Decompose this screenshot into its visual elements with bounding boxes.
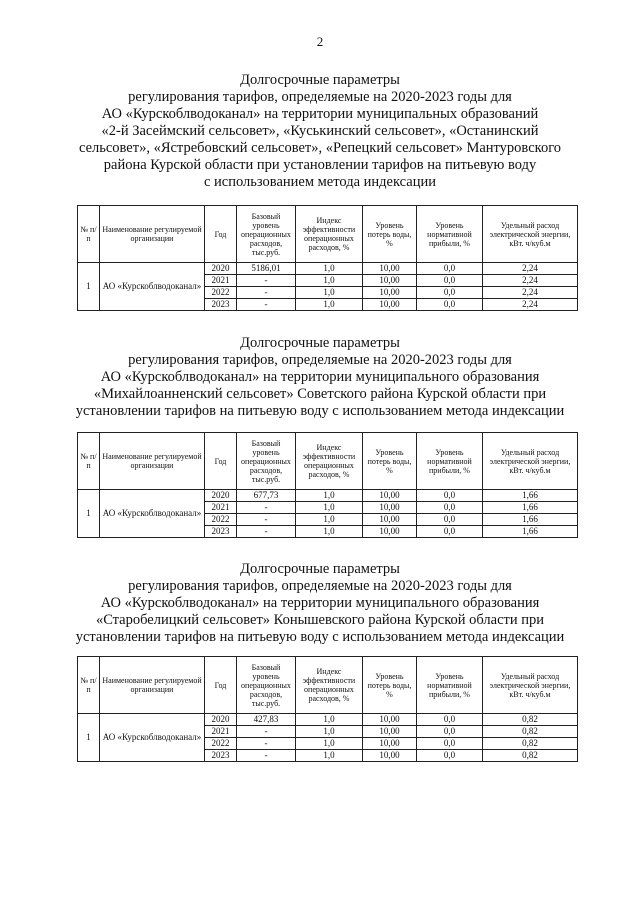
organization-name: АО «Курскоблводоканал»: [100, 490, 205, 538]
heading-line: «2-й Засеймский сельсовет», «Куськинский сельсовет», «Останинский: [101, 123, 539, 139]
cell-index: 1,0: [296, 750, 363, 762]
cell-profit: 0,0: [417, 714, 483, 726]
column-header-org: Наименование регулируемой организации: [100, 657, 205, 714]
cell-energy: 1,66: [483, 526, 578, 538]
cell-losses: 10,00: [363, 299, 417, 311]
cell-losses: 10,00: [363, 287, 417, 299]
column-header-num: № п/п: [78, 657, 100, 714]
cell-year: 2022: [205, 738, 237, 750]
cell-base: 677,73: [237, 490, 296, 502]
heading-line: установлении тарифов на питьевую воду с использованием метода индексации: [75, 403, 565, 419]
cell-base: -: [237, 738, 296, 750]
column-header-base: Базовый уровень операционных расходов, тыс.руб.: [237, 657, 296, 714]
heading-line: АО «Курскоблводоканал» на территории муниципальных образований: [101, 106, 539, 122]
row-number: 1: [78, 714, 100, 762]
cell-year: 2023: [205, 299, 237, 311]
cell-year: 2022: [205, 287, 237, 299]
section-heading: [0, 72, 640, 191]
cell-energy: 1,66: [483, 514, 578, 526]
cell-profit: 0,0: [417, 726, 483, 738]
cell-index: 1,0: [296, 502, 363, 514]
cell-year: 2021: [205, 275, 237, 287]
cell-index: 1,0: [296, 490, 363, 502]
cell-index: 1,0: [296, 275, 363, 287]
cell-energy: 0,82: [483, 750, 578, 762]
cell-base: 427,83: [237, 714, 296, 726]
column-header-num: № п/п: [78, 433, 100, 490]
cell-profit: 0,0: [417, 514, 483, 526]
table-header-row: [78, 206, 578, 263]
table-row: [78, 490, 578, 502]
tariff-table: [77, 656, 578, 762]
column-header-profit: Уровень нормативной прибыли, %: [417, 433, 483, 490]
section-3: [0, 561, 640, 762]
cell-energy: 1,66: [483, 502, 578, 514]
cell-profit: 0,0: [417, 526, 483, 538]
section-1: [0, 72, 640, 311]
cell-losses: 10,00: [363, 502, 417, 514]
column-header-year: Год: [205, 433, 237, 490]
section-heading: [0, 335, 640, 420]
heading-line: установлении тарифов на питьевую воду с использованием метода индексации: [75, 629, 565, 645]
heading-line: регулирования тарифов, определяемые на 2020-2023 годы для: [128, 89, 512, 105]
cell-energy: 1,66: [483, 490, 578, 502]
table-row: [78, 263, 578, 275]
column-header-profit: Уровень нормативной прибыли, %: [417, 206, 483, 263]
table-header-row: [78, 433, 578, 490]
section-heading: [0, 561, 640, 646]
tariff-table: [77, 205, 578, 311]
heading-line: сельсовет», «Ястребовский сельсовет», «Репецкий сельсовет» Мантуровского: [78, 140, 562, 156]
cell-index: 1,0: [296, 263, 363, 275]
column-header-energy: Удельный расход электрической энергии, кВт. ч/куб.м: [483, 433, 578, 490]
cell-year: 2020: [205, 490, 237, 502]
tariff-table: [77, 432, 578, 538]
organization-name: АО «Курскоблводоканал»: [100, 263, 205, 311]
cell-base: -: [237, 726, 296, 738]
cell-index: 1,0: [296, 287, 363, 299]
cell-year: 2022: [205, 514, 237, 526]
column-header-org: Наименование регулируемой организации: [100, 206, 205, 263]
row-number: 1: [78, 490, 100, 538]
cell-base: -: [237, 526, 296, 538]
column-header-base: Базовый уровень операционных расходов, тыс.руб.: [237, 206, 296, 263]
cell-losses: 10,00: [363, 490, 417, 502]
heading-line: АО «Курскоблводоканал» на территории муниципального образования: [100, 369, 540, 385]
cell-year: 2023: [205, 526, 237, 538]
cell-energy: 0,82: [483, 738, 578, 750]
cell-losses: 10,00: [363, 526, 417, 538]
cell-base: -: [237, 750, 296, 762]
column-header-losses: Уровень потерь воды, %: [363, 206, 417, 263]
cell-energy: 2,24: [483, 263, 578, 275]
heading-line: «Старобелицкий сельсовет» Конышевского района Курской области при: [95, 612, 545, 628]
cell-index: 1,0: [296, 738, 363, 750]
table-row: [78, 714, 578, 726]
cell-index: 1,0: [296, 726, 363, 738]
cell-energy: 2,24: [483, 287, 578, 299]
cell-losses: 10,00: [363, 726, 417, 738]
cell-profit: 0,0: [417, 738, 483, 750]
heading-line: «Михайлоанненский сельсовет» Советского района Курской области при: [93, 386, 547, 402]
column-header-year: Год: [205, 206, 237, 263]
cell-year: 2020: [205, 714, 237, 726]
section-2: [0, 335, 640, 538]
cell-profit: 0,0: [417, 287, 483, 299]
cell-losses: 10,00: [363, 750, 417, 762]
table-header-row: [78, 657, 578, 714]
cell-energy: 2,24: [483, 299, 578, 311]
page-number: 2: [316, 34, 324, 49]
cell-index: 1,0: [296, 526, 363, 538]
column-header-index: Индекс эффективности операционных расходов, %: [296, 433, 363, 490]
cell-profit: 0,0: [417, 750, 483, 762]
column-header-losses: Уровень потерь воды, %: [363, 657, 417, 714]
heading-line: Долгосрочные параметры: [240, 72, 400, 88]
heading-line: с использованием метода индексации: [203, 174, 437, 190]
cell-base: 5186,01: [237, 263, 296, 275]
heading-line: района Курской области при установлении тарифов на питьевую воду: [103, 157, 537, 173]
column-header-index: Индекс эффективности операционных расходов, %: [296, 657, 363, 714]
column-header-profit: Уровень нормативной прибыли, %: [417, 657, 483, 714]
column-header-index: Индекс эффективности операционных расходов, %: [296, 206, 363, 263]
column-header-losses: Уровень потерь воды, %: [363, 433, 417, 490]
heading-line: регулирования тарифов, определяемые на 2020-2023 годы для: [128, 578, 512, 594]
cell-energy: 2,24: [483, 275, 578, 287]
cell-losses: 10,00: [363, 714, 417, 726]
cell-year: 2021: [205, 726, 237, 738]
cell-base: -: [237, 299, 296, 311]
column-header-year: Год: [205, 657, 237, 714]
cell-losses: 10,00: [363, 738, 417, 750]
heading-line: Долгосрочные параметры: [240, 335, 400, 351]
cell-energy: 0,82: [483, 714, 578, 726]
row-number: 1: [78, 263, 100, 311]
cell-losses: 10,00: [363, 275, 417, 287]
organization-name: АО «Курскоблводоканал»: [100, 714, 205, 762]
cell-year: 2021: [205, 502, 237, 514]
column-header-num: № п/п: [78, 206, 100, 263]
column-header-energy: Удельный расход электрической энергии, кВт. ч/куб.м: [483, 206, 578, 263]
cell-profit: 0,0: [417, 275, 483, 287]
cell-index: 1,0: [296, 714, 363, 726]
heading-line: Долгосрочные параметры: [240, 561, 400, 577]
heading-line: регулирования тарифов, определяемые на 2020-2023 годы для: [128, 352, 512, 368]
cell-base: -: [237, 287, 296, 299]
cell-base: -: [237, 514, 296, 526]
cell-index: 1,0: [296, 299, 363, 311]
cell-profit: 0,0: [417, 299, 483, 311]
cell-base: -: [237, 502, 296, 514]
column-header-energy: Удельный расход электрической энергии, кВт. ч/куб.м: [483, 657, 578, 714]
column-header-org: Наименование регулируемой организации: [100, 433, 205, 490]
cell-losses: 10,00: [363, 263, 417, 275]
cell-profit: 0,0: [417, 490, 483, 502]
cell-energy: 0,82: [483, 726, 578, 738]
cell-year: 2020: [205, 263, 237, 275]
heading-line: АО «Курскоблводоканал» на территории муниципального образования: [100, 595, 540, 611]
cell-base: -: [237, 275, 296, 287]
cell-profit: 0,0: [417, 502, 483, 514]
cell-index: 1,0: [296, 514, 363, 526]
cell-losses: 10,00: [363, 514, 417, 526]
cell-year: 2023: [205, 750, 237, 762]
cell-profit: 0,0: [417, 263, 483, 275]
column-header-base: Базовый уровень операционных расходов, тыс.руб.: [237, 433, 296, 490]
